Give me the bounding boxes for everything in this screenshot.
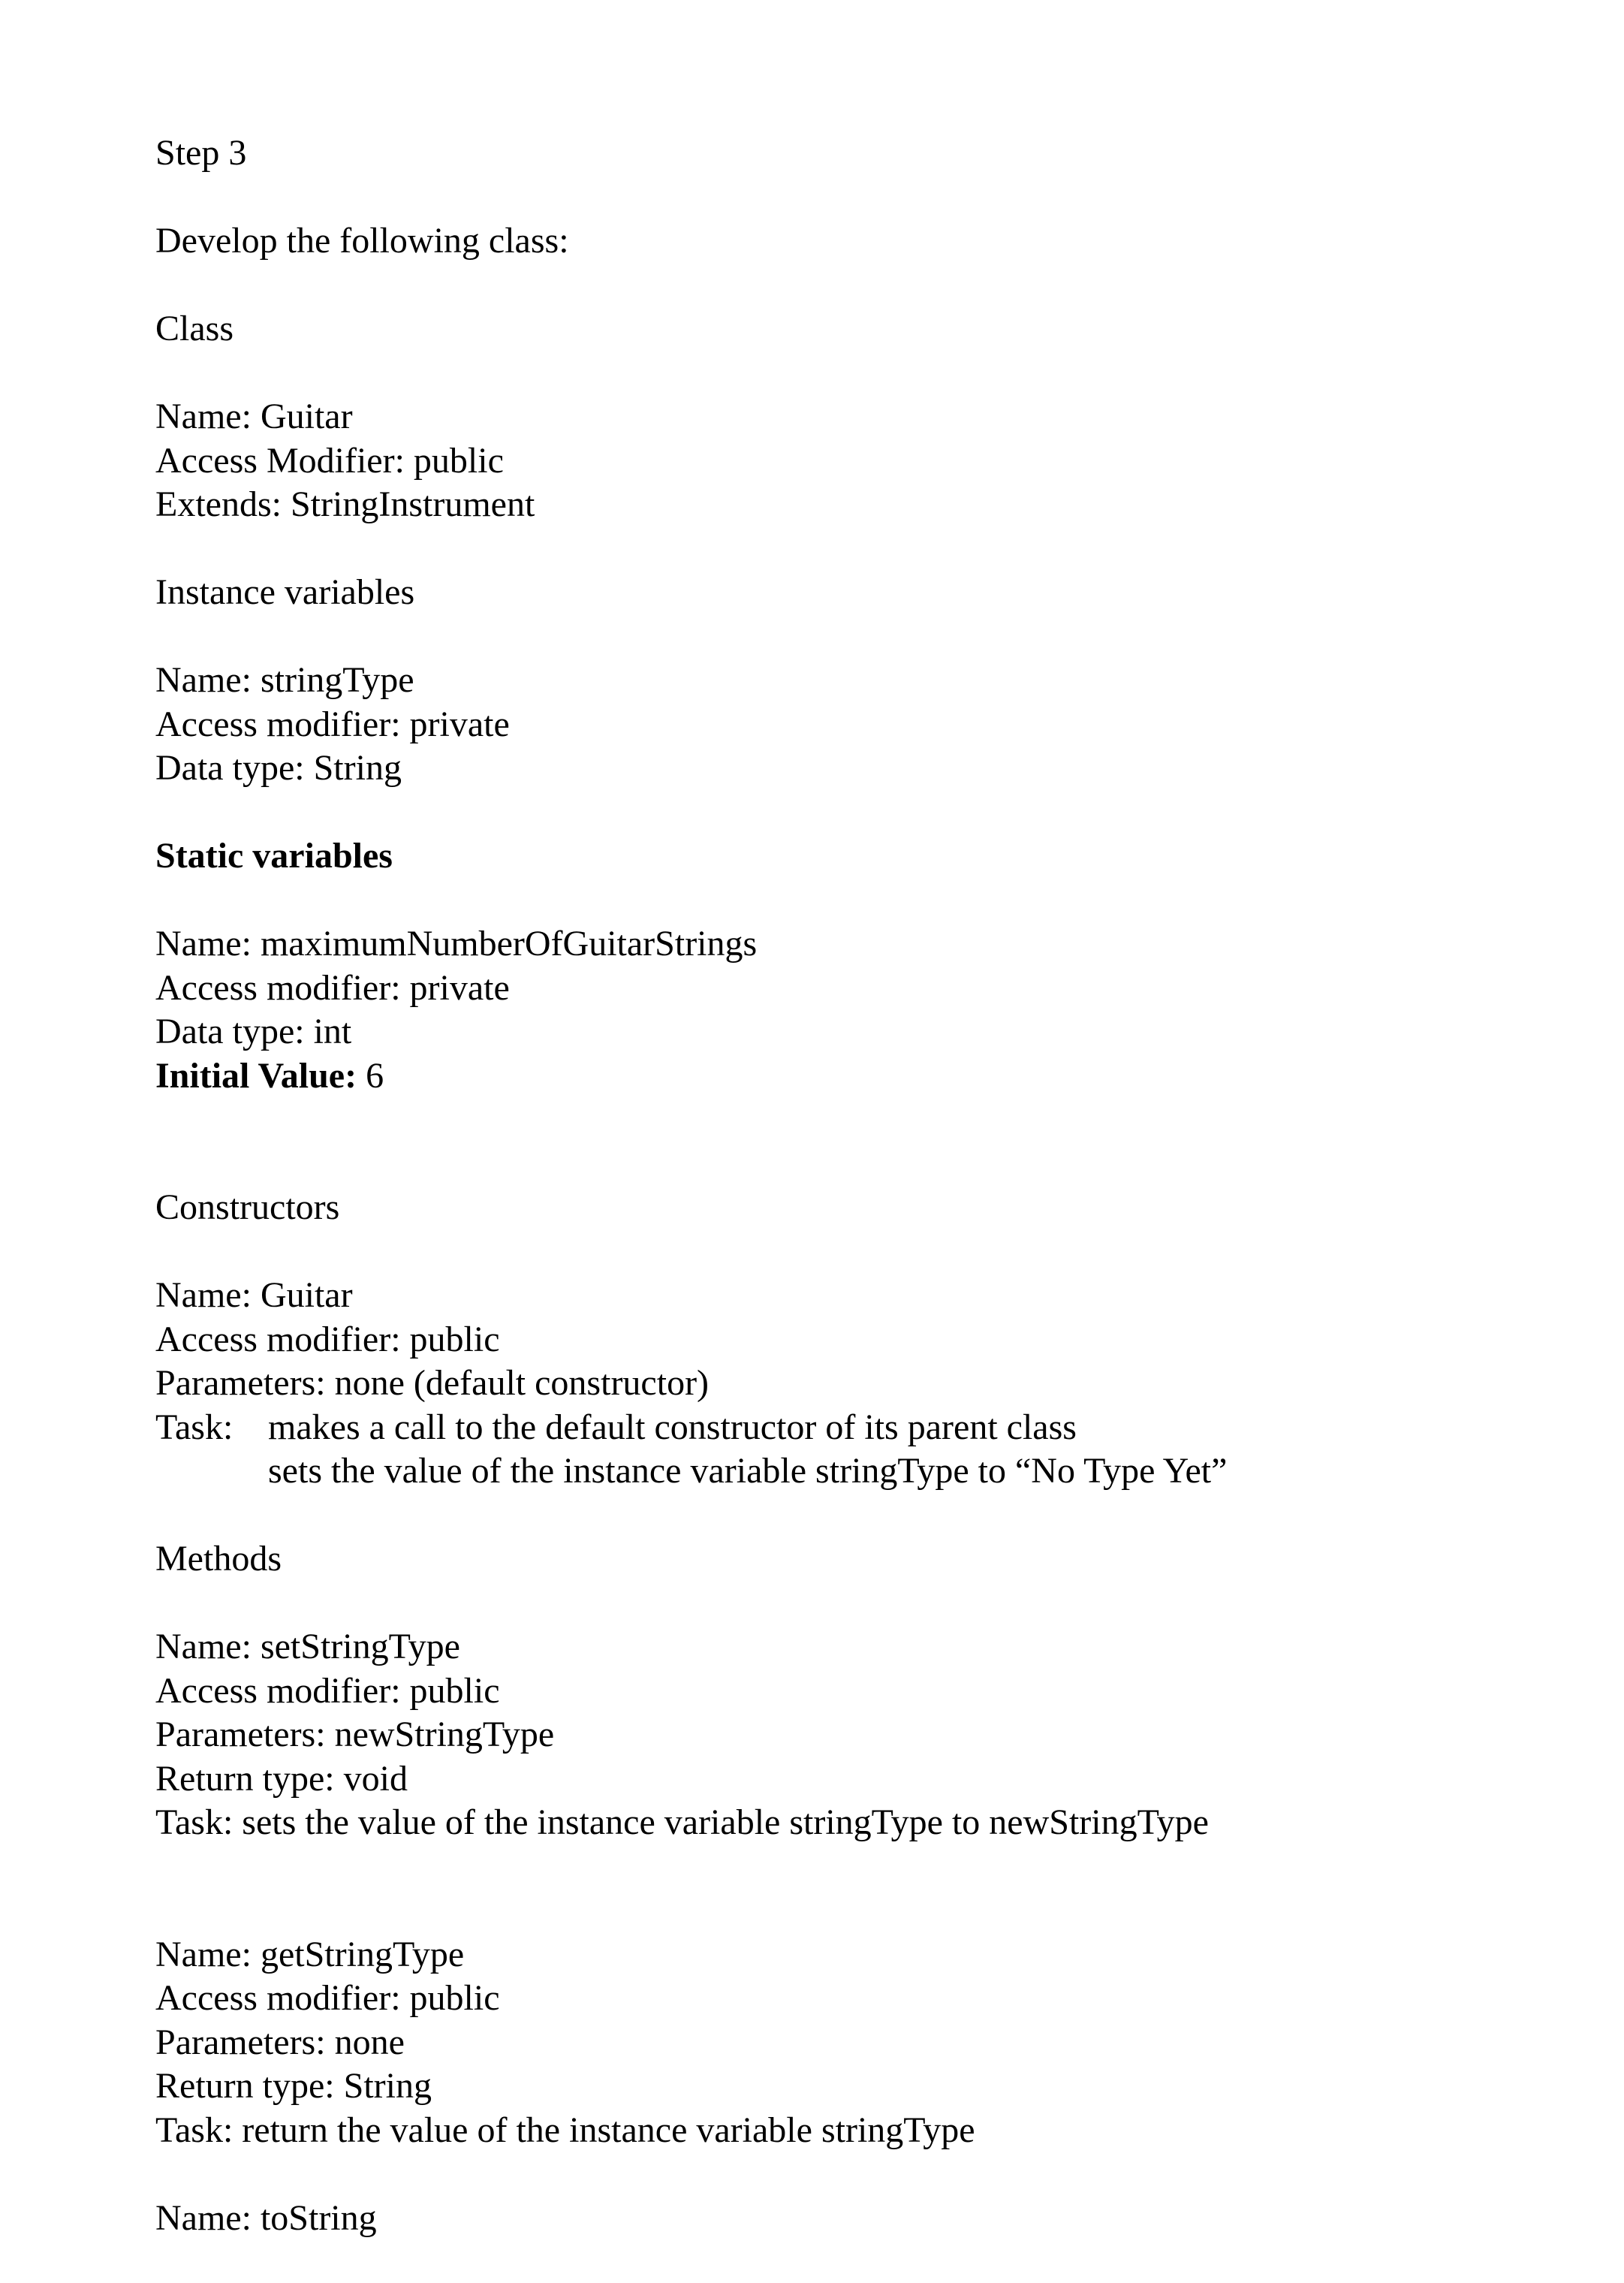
instance-type: Data type: String xyxy=(155,748,402,788)
method-params: Parameters: none xyxy=(155,2022,405,2062)
constructor-task-label: Task: xyxy=(155,1407,234,1447)
constructor-task xyxy=(155,1406,1567,1494)
method-access: Access modifier: public xyxy=(155,1978,500,2018)
constructors-heading: Constructors xyxy=(155,1187,340,1227)
static-initial-value xyxy=(155,1054,1567,1099)
step-heading: Step 3 xyxy=(155,133,247,173)
method-name: Name: toString xyxy=(155,2197,377,2238)
method-task: Task: return the value of the instance variable stringType xyxy=(155,2110,975,2150)
methods-heading: Methods xyxy=(155,1539,282,1579)
class-extends: Extends: StringInstrument xyxy=(155,484,535,524)
intro-text: Develop the following class: xyxy=(155,221,569,261)
method-access: Access modifier: public xyxy=(155,1670,500,1711)
method-return: Return type: void xyxy=(155,1758,408,1799)
constructor-name: Name: Guitar xyxy=(155,1275,353,1315)
method-task: Task: sets the value of the instance variable stringType to newStringType xyxy=(155,1802,1209,1842)
method-return: Return type: String xyxy=(155,2066,432,2106)
initial-value-number: 6 xyxy=(357,1055,384,1096)
instance-heading: Instance variables xyxy=(155,572,415,612)
constructor-params: Parameters: none (default constructor) xyxy=(155,1363,710,1403)
constructor-task-line: sets the value of the instance variable stringType to “No Type Yet” xyxy=(268,1451,1228,1491)
static-type: Data type: int xyxy=(155,1012,352,1051)
document-page xyxy=(155,131,1567,2240)
constructor-task-line: makes a call to the default constructor of its parent class xyxy=(268,1407,1077,1447)
static-access: Access modifier: private xyxy=(155,967,510,1008)
static-heading: Static variables xyxy=(155,836,393,876)
class-access: Access Modifier: public xyxy=(155,440,504,481)
instance-access: Access modifier: private xyxy=(155,704,510,744)
initial-value-label: Initial Value: xyxy=(155,1055,357,1096)
instance-name: Name: stringType xyxy=(155,660,414,700)
method-name: Name: setStringType xyxy=(155,1627,460,1666)
constructor-access: Access modifier: public xyxy=(155,1319,500,1359)
class-heading: Class xyxy=(155,309,234,348)
method-name: Name: getStringType xyxy=(155,1934,465,1974)
method-params: Parameters: newStringType xyxy=(155,1715,555,1754)
static-name: Name: maximumNumberOfGuitarStrings xyxy=(155,924,758,964)
class-name: Name: Guitar xyxy=(155,397,353,436)
